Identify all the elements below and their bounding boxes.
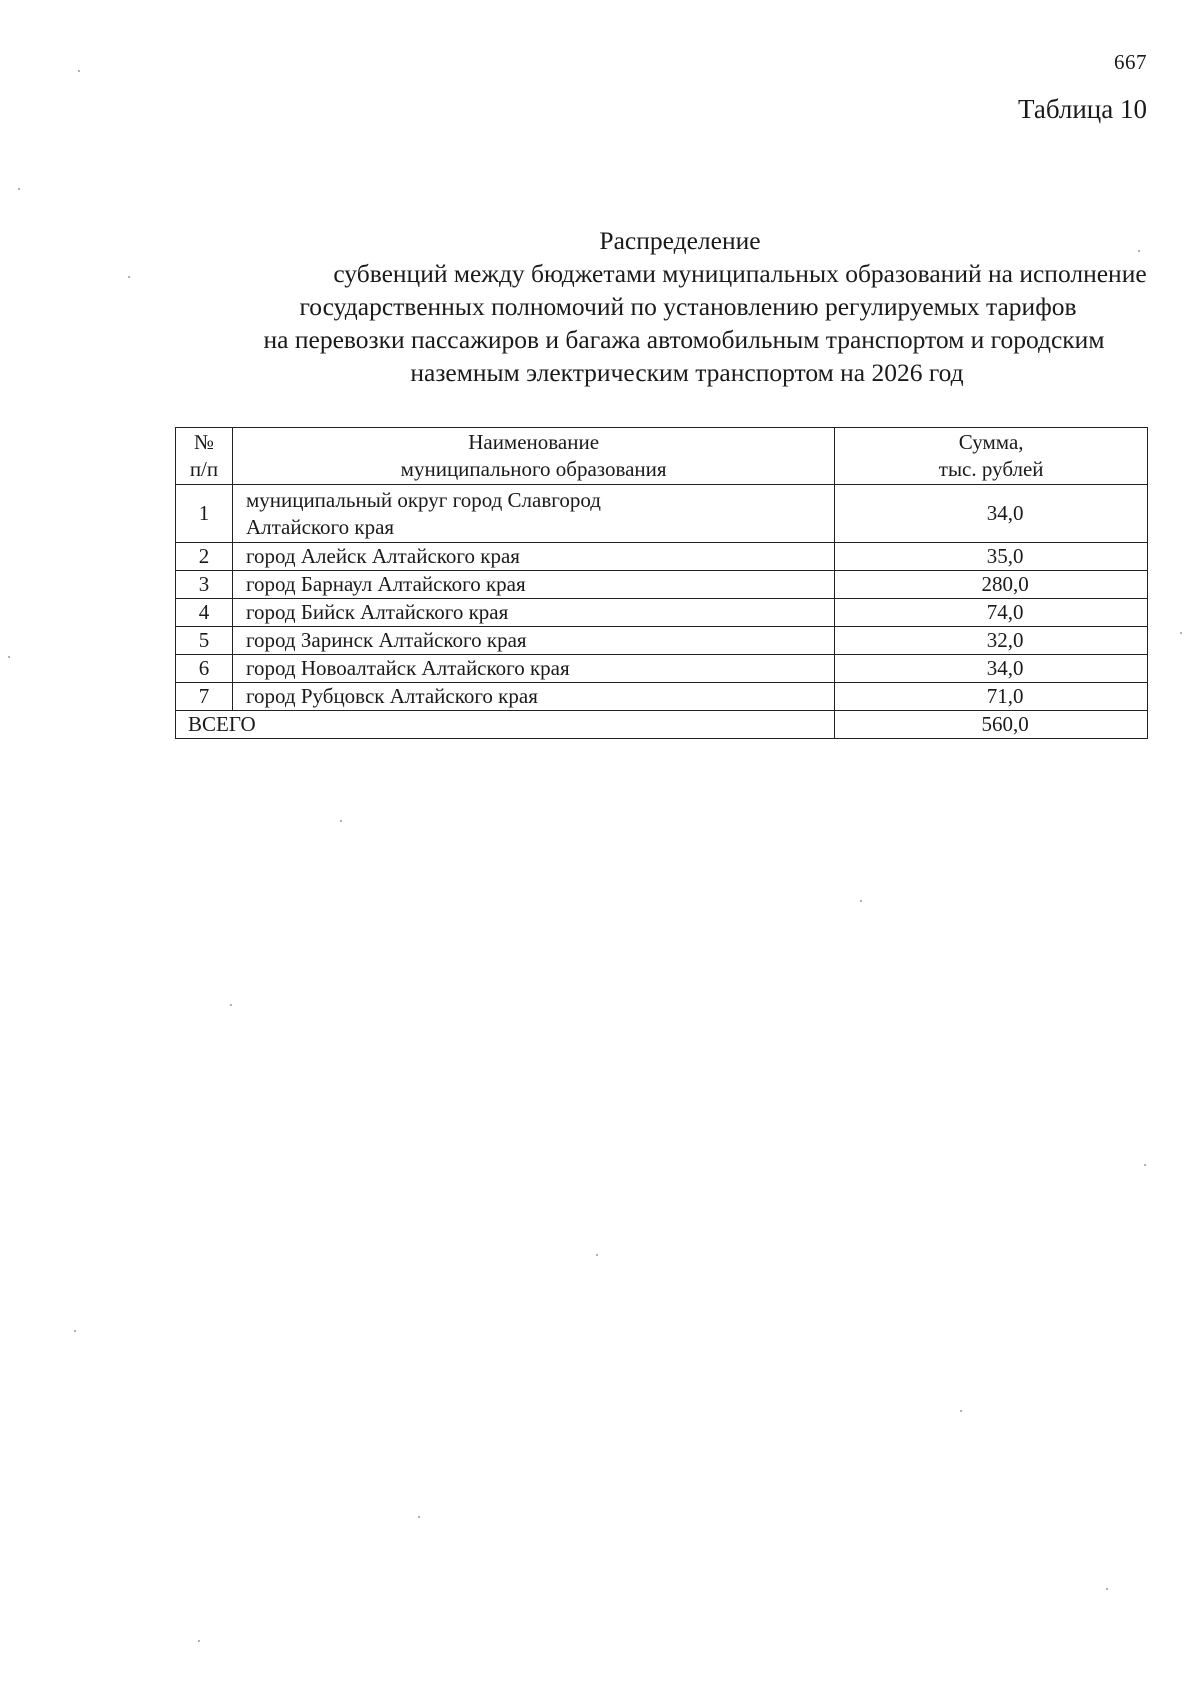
header-sum-line1: Сумма, — [958, 430, 1024, 454]
scan-speck — [198, 1640, 200, 1642]
scan-speck — [74, 1330, 76, 1332]
row-name: город Новоалтайск Алтайского края — [232, 655, 834, 683]
header-number-line1: № — [193, 430, 214, 454]
title-line-2: субвенций между бюджетами муниципальных образований на исполнение — [333, 259, 1147, 288]
row-sum: 71,0 — [835, 683, 1148, 711]
table-label: Таблица 10 — [1018, 94, 1147, 124]
scan-speck — [1106, 1588, 1108, 1590]
table-row — [176, 627, 1148, 655]
title-line-4: на перевозки пассажиров и багажа автомобильным транспортом и городским — [263, 325, 1105, 354]
scan-speck — [1144, 1164, 1146, 1166]
table-row — [176, 599, 1148, 627]
scan-speck — [960, 1410, 962, 1412]
title-line-5: наземным электрическим транспортом на 2026 год — [410, 358, 964, 387]
scan-speck — [78, 70, 80, 72]
scan-speck — [418, 1516, 420, 1518]
allocation-table — [175, 427, 1148, 739]
scan-speck — [860, 900, 862, 902]
row-sum: 32,0 — [835, 627, 1148, 655]
table-row — [176, 683, 1148, 711]
scan-speck — [8, 656, 10, 658]
row-name: город Заринск Алтайского края — [232, 627, 834, 655]
row-number: 5 — [176, 627, 233, 655]
table-header-row — [176, 428, 1148, 485]
scan-speck — [18, 188, 20, 190]
title-line-1: Распределение — [599, 226, 761, 255]
row-sum: 280,0 — [835, 571, 1148, 599]
row-number: 4 — [176, 599, 233, 627]
row-sum: 34,0 — [835, 485, 1148, 543]
scan-speck — [128, 276, 130, 278]
row-name: город Барнаул Алтайского края — [232, 571, 834, 599]
row-name: город Алейск Алтайского края — [232, 543, 834, 571]
table-row — [176, 571, 1148, 599]
header-number — [176, 428, 233, 485]
row-number: 2 — [176, 543, 233, 571]
table-row — [176, 543, 1148, 571]
row-name — [232, 485, 834, 543]
page-number: 667 — [1114, 50, 1147, 74]
header-name-line1: Наименование — [468, 430, 600, 454]
row-number: 6 — [176, 655, 233, 683]
document-title — [160, 224, 1200, 389]
row-number: 7 — [176, 683, 233, 711]
row-sum: 74,0 — [835, 599, 1148, 627]
scan-speck — [596, 1254, 598, 1256]
row-number: 3 — [176, 571, 233, 599]
scan-speck — [1180, 632, 1182, 634]
row-sum: 35,0 — [835, 543, 1148, 571]
total-sum: 560,0 — [835, 711, 1148, 739]
table-total-row — [176, 711, 1148, 739]
row-number: 1 — [176, 485, 233, 543]
row-name: город Рубцовск Алтайского края — [232, 683, 834, 711]
scan-speck — [230, 1004, 232, 1006]
title-line-3: государственных полномочий по установлению регулируемых тарифов — [299, 292, 1077, 321]
header-sum-line2: тыс. рублей — [938, 457, 1044, 481]
table-row — [176, 655, 1148, 683]
row-sum: 34,0 — [835, 655, 1148, 683]
scan-speck — [340, 820, 342, 822]
header-name — [232, 428, 834, 485]
scan-speck — [1138, 250, 1140, 252]
table-row — [176, 485, 1148, 543]
header-number-line2: п/п — [189, 457, 219, 481]
row-name: город Бийск Алтайского края — [232, 599, 834, 627]
header-name-line2: муниципального образования — [400, 457, 667, 481]
header-sum — [835, 428, 1148, 485]
row-name-line1: муниципальный округ город Славгород — [245, 487, 601, 512]
row-name-line2: Алтайского края — [245, 514, 395, 539]
total-label: ВСЕГО — [176, 711, 835, 739]
